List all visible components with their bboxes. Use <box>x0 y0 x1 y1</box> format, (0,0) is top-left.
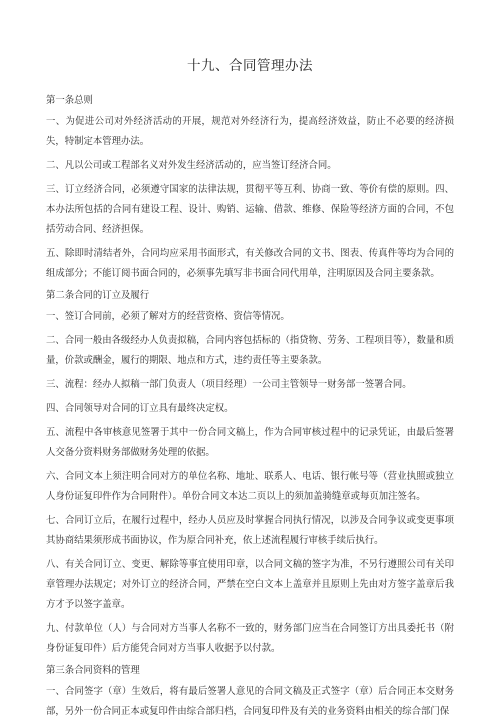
paragraph: 五、流程中各审核意见签署于其中一份合同文稿上，作为合同审核过程中的记录凭证，由最后签署人交备分资料财务部做财务处理的依据。 <box>46 427 454 458</box>
paragraph: 六、合同文本上须注明合同对方的单位名称、地址、联系人、电话、银行帐号等（营业执照或独立人身份证复印件作为合同附件）。单份合同文本达二页以上的须加盖骑缝章或每页加注签名。 <box>46 471 454 502</box>
section-heading: 第一条总则 <box>46 95 93 106</box>
paragraph: 三、订立经济合同，必须遵守国家的法律法规，贯彻平等互利、协商一致、等价有偿的原则。四、本办法所包括的合同有建设工程、设计、购销、运输、借款、维修、保险等经济方面的合同，不包括劳动合同、经济担保。 <box>46 184 454 235</box>
paragraph: 八、有关合同订立、变更、解除等事宜使用印章，以合同文稿的签字为准，不另行遵照公司有关印章管理办法规定；对外订立的经济合同，严禁在空白文本上盖章并且原则上先由对方签字盖章后我方才予以签字盖章。 <box>46 559 454 610</box>
section-conclusion-performance <box>46 288 454 659</box>
paragraph: 一、为促进公司对外经济活动的开展，规范对外经济行为，提高经济效益，防止不必要的经济损失，特制定本管理办法。 <box>46 116 454 147</box>
paragraph: 四、合同领导对合同的订立具有最终决定权。 <box>46 403 234 414</box>
paragraph: 五、除即时清结者外，合同均应采用书面形式，有关修改合同的文书、图表、传真件等均为合同的组成部分；不能订阅书面合同的，必须事先填写非书面合同代用单，注明原因及合同主要条款。 <box>46 248 454 279</box>
section-heading: 第二条合同的订立及履行 <box>46 290 150 301</box>
paragraph: 三、流程：经办人拟稿一部门负责人（项目经理）一公司主管领导一财务部一签署合同。 <box>46 379 412 390</box>
paragraph: 九、付款单位（人）与合同对方当事人名称不一致的，财务部门应当在合同签订方出具委托书（附身份证复印件）后方能凭合同对方当事人收据予以付款。 <box>46 623 454 654</box>
section-records-management <box>46 663 454 722</box>
paragraph: 二、凡以公司或工程部名义对外发生经济活动的，应当签订经济合同。 <box>46 160 337 171</box>
paragraph: 七、合同订立后，在履行过程中，经办人员应及时掌握合同执行情况，以涉及合同争议或变更事项其协商结果须形成书面协议，作为原合同补充，依上述流程履行审核手续后执行。 <box>46 515 454 546</box>
paragraph: 一、签订合同前，必须了解对方的经营资格、资信等情况。 <box>46 311 290 322</box>
document-title: 十九、合同管理办法 <box>187 58 313 74</box>
paragraph: 二、合同一般由各级经办人负责拟稿，合同内容包括标的（指贷物、劳务、工程项目等），数量和质量，价款或酬金，履行的期限、地点和方式，违约责任等主要条款。 <box>46 335 454 366</box>
section-heading: 第三条合同资料的管理 <box>46 665 140 676</box>
paragraph: 一、合同签字（章）生效后，将有最后签署人意见的合同文稿及正式签字（章）后合同正本交财务部，另外一份合同正本或复印件由综合部归档，合同复印件及有关的业务资料由相关的综合部门保 <box>46 686 454 717</box>
section-general <box>46 93 454 284</box>
